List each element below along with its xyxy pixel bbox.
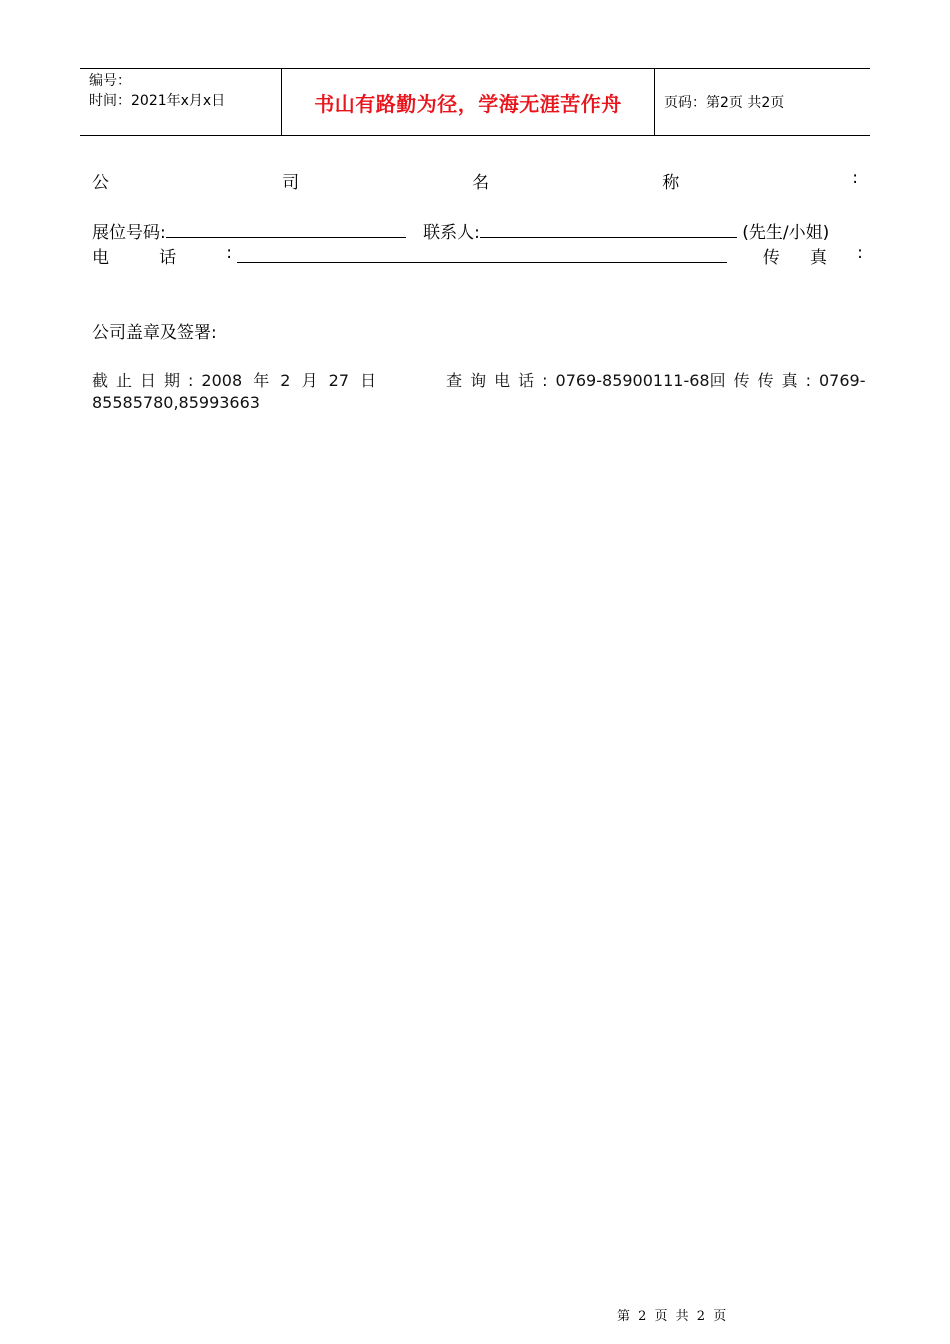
fax-label xyxy=(763,243,863,268)
fax-char: : xyxy=(857,243,863,263)
deadline-label: 截止日期: xyxy=(92,371,202,390)
company-char: 公 xyxy=(92,173,109,193)
company-char: : xyxy=(852,168,858,188)
contact-suffix: (先生/小姐) xyxy=(742,223,830,243)
stamp-label: 公司盖章及签署: xyxy=(92,323,217,343)
booth-contact-row xyxy=(92,218,858,243)
header-meta xyxy=(80,69,282,135)
company-name-row xyxy=(92,168,858,193)
header-page-cell xyxy=(655,69,870,135)
booth-label: 展位号码: xyxy=(92,223,166,243)
header-motto-cell xyxy=(282,69,655,135)
fax-char: 传 xyxy=(762,248,780,268)
fax-return-label: 回传传真: xyxy=(709,371,819,390)
booth-number-blank[interactable] xyxy=(166,221,406,238)
company-char: 名 xyxy=(472,173,490,193)
fax-return-value-cont: 85585780,85993663 xyxy=(92,393,260,412)
phone-char: 话 xyxy=(159,248,177,268)
stamp-row xyxy=(92,318,858,343)
inquiry-label: 查询电话: xyxy=(446,371,556,390)
phone-blank[interactable] xyxy=(237,246,727,263)
contact-label: 联系人: xyxy=(423,223,480,243)
header-motto: 书山有路勤为径，学海无涯苦作舟 xyxy=(314,91,622,116)
phone-label xyxy=(92,243,232,268)
inquiry-value: 0769-85900111-68 xyxy=(555,371,710,390)
deadline-date: 2008 年 2 月 27 日 xyxy=(201,371,377,390)
header-time-label: 时间：2021年x月x日 xyxy=(89,93,226,109)
company-char: 司 xyxy=(282,173,300,193)
header-number-label: 编号： xyxy=(89,73,131,89)
phone-char: : xyxy=(226,243,232,263)
fax-return-value: 0769- xyxy=(818,371,866,390)
page-footer: 第 2 页 共 2 页 xyxy=(617,1309,727,1324)
fax-char: 真 xyxy=(809,248,827,268)
contact-person-blank[interactable] xyxy=(480,221,737,238)
deadline-row xyxy=(92,368,866,391)
phone-fax-row xyxy=(92,243,863,268)
header-page-label: 页码：第2页 共2页 xyxy=(664,95,785,111)
deadline-row-continued xyxy=(92,393,858,412)
company-char: 称 xyxy=(662,173,680,193)
document-header xyxy=(80,68,870,136)
phone-char: 电 xyxy=(92,248,109,268)
